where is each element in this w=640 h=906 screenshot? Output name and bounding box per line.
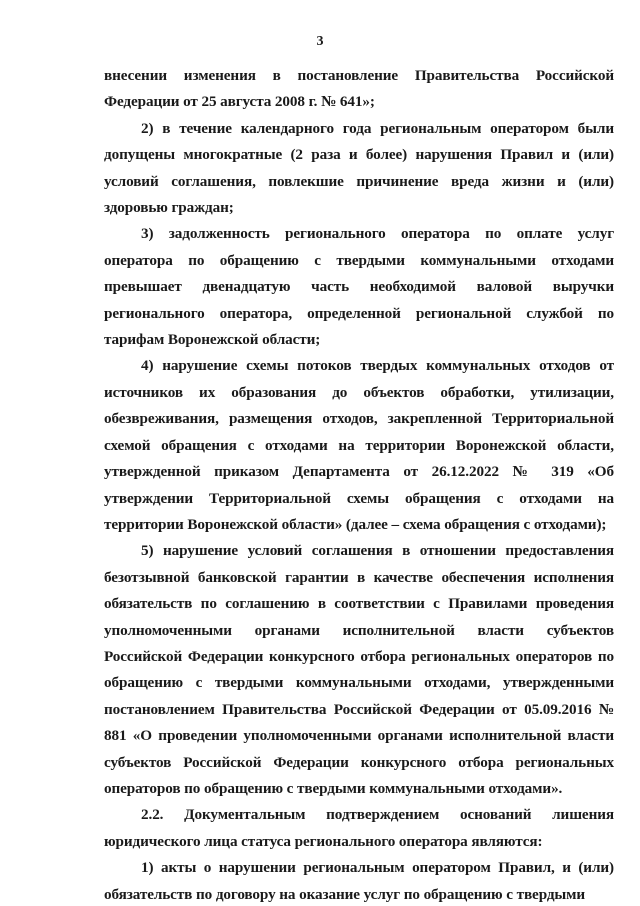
paragraph-section-2-2: 2.2. Документальным подтверждением оснований лишения юридического лица статуса регионального оператора являются: (104, 806, 614, 850)
document-body (104, 63, 614, 906)
page-number: 3 (316, 34, 324, 49)
paragraph-item-2: 2) в течение календарного года региональным оператором были допущены многократные (2 раза и более) нарушения Правил и (или) условий соглашения, повлекшие причинение вреда жизни и (или) здоровью граждан; (104, 119, 614, 217)
paragraph-item-3: 3) задолженность регионального оператора по оплате услуг оператора по обращению с твердыми коммунальными отходами превышает двенадцатую часть необходимой валовой выручки регионального оператора, определенной региональной службой по тарифам Воронежской области; (104, 225, 614, 349)
paragraph-item-5: 5) нарушение условий соглашения в отношении предоставления безотзывной банковской гарантии в качестве обеспечения исполнения обязательств по соглашению в соответствии с Правилами проведения уполномоченными органами исполнительной власти субъектов Российской Федерации конкурсного отбора региональных операторов по обращению с твердыми коммунальными отходами, утвержденными постановлением Правительства Российской Федерации от 05.09.2016 № 881 «О проведении уполномоченными органами исполнительной власти субъектов Российской Федерации конкурсного отбора региональных операторов по обращению с твердыми коммунальными отходами». (104, 542, 614, 797)
paragraph-item-4: 4) нарушение схемы потоков твердых коммунальных отходов от источников их образования до объектов обработки, утилизации, обезвреживания, размещения отходов, закрепленной Территориальной схемой обращения с отходами на территории Воронежской области, утвержденной приказом Департамента от 26.12.2022 № 319 «Об утверждении Территориальной схемы обращения с отходами на территории Воронежской области» (далее – схема обращения с отходами); (104, 357, 614, 533)
paragraph-continuation: внесении изменения в постановление Правительства Российской Федерации от 25 августа 2008 г. № 641»; (104, 67, 614, 111)
paragraph-sub-item-1: 1) акты о нарушении региональным оператором Правил, и (или) обязательств по договору на оказание услуг по обращению с твердыми (104, 859, 614, 903)
